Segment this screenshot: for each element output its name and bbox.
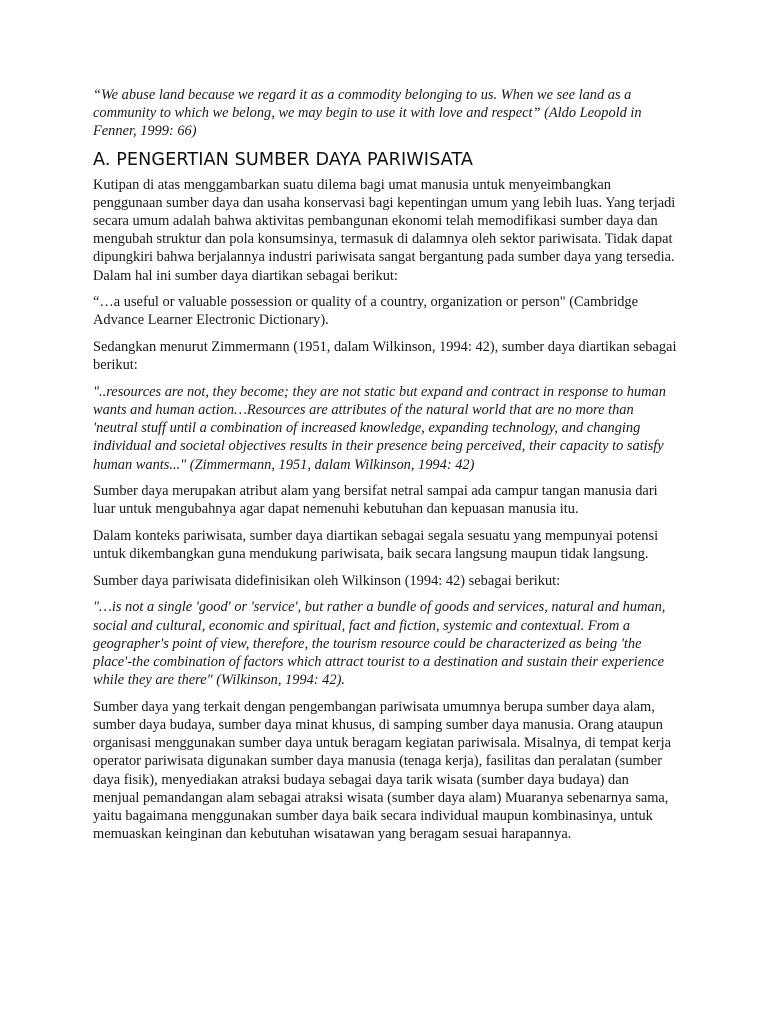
document-page <box>93 86 677 852</box>
epigraph-quote: “We abuse land because we regard it as a commodity belonging to us. When we see land as a community to which we belong, we may begin to use it with love and respect” (Aldo Leopold in Fenner, 1999: 66) <box>93 87 642 140</box>
paragraph-zimmermann-intro: Sedangkan menurut Zimmermann (1951, dalam Wilkinson, 1994: 42), sumber daya diartikan sebagai berikut: <box>93 339 677 374</box>
paragraph-wilkinson-quote: "…is not a single 'good' or 'service', but rather a bundle of goods and services, natural and human, social and cultural, economic and spiritual, fact and fiction, systemic and contextual. From a geographer's point of view, therefore, the tourism resource could be characterized as being 'the place'-the combination of factors which attract tourist to a destination and sustain their experience while they are there" (Wilkinson, 1994: 42). <box>93 599 666 689</box>
paragraph-dictionary-quote: “…a useful or valuable possession or quality of a country, organization or person" (Cambridge Advance Learner Electronic Dictionary). <box>93 294 638 329</box>
paragraph-resource-attribute: Sumber daya merupakan atribut alam yang bersifat netral sampai ada campur tangan manusia dari luar untuk mengubahnya agar dapat nemenuhi kebutuhan dan kepuasan manusia itu. <box>93 483 658 518</box>
paragraph-resource-types: Sumber daya yang terkait dengan pengembangan pariwisata umumnya berupa sumber daya alam, sumber daya budaya, sumber daya minat khusus, di samping sumber daya manusia. Orang ataupun organisasi menggunakan sumber daya untuk beragam kegiatan pariwisala. Misalnya, di tempat kerja operator pariwisata digunakan sumber daya manusia (tenaga kerja), fasilitas dan peralatan (sumber daya fisik), menyediakan atraksi budaya sebagai daya tarik wisata (sumber daya budaya) dan menjual pemandangan alam sebagai atraksi wisata (sumber daya alam) Muaranya sebenarnya sama, yaitu bagaimana menggunakan sumber daya baik secara individual maupun kombinasinya, untuk memuaskan keinginan dan kebutuhan wisatawan yang beragam sesuai harapannya. <box>93 698 671 843</box>
paragraph-tourism-context: Dalam konteks pariwisata, sumber daya diartikan sebagai segala sesuatu yang mempunyai potensi untuk dikembangkan guna mendukung pariwisata, baik secara langsung maupun tidak langsung. <box>93 528 659 563</box>
paragraph-zimmermann-quote: "..resources are not, they become; they are not static but expand and contract in response to human wants and human action…Resources are attributes of the natural world that are no more than 'neutral stuff until a combination of increased knowledge, expanding technology, and changing individual and societal objectives results in their presence being perceived, their capacity to satisfy human wants..." (Zimmermann, 1951, dalam Wilkinson, 1994: 42) <box>93 383 666 473</box>
paragraph-wilkinson-intro: Sumber daya pariwisata didefinisikan oleh Wilkinson (1994: 42) sebagai berikut: <box>93 572 561 589</box>
section-heading: A. PENGERTIAN SUMBER DAYA PARIWISATA <box>93 149 474 170</box>
paragraph-intro: Kutipan di atas menggambarkan suatu dilema bagi umat manusia untuk menyeimbangkan penggunaan sumber daya dan usaha konservasi bagi kepentingan umum yang lebih luas. Yang terjadi secara umum adalah bahwa aktivitas pembangunan ekonomi telah memodifikasi sumber daya dan mengubah struktur dan pola konsumsinya, termasuk di dalamnya oleh sektor pariwisata. Tidak dapat dipungkiri bahwa berjalannya industri pariwisata sangat bergantung pada sumber daya yang tersedia. Dalam hal ini sumber daya diartikan sebagai berikut: <box>93 176 676 284</box>
